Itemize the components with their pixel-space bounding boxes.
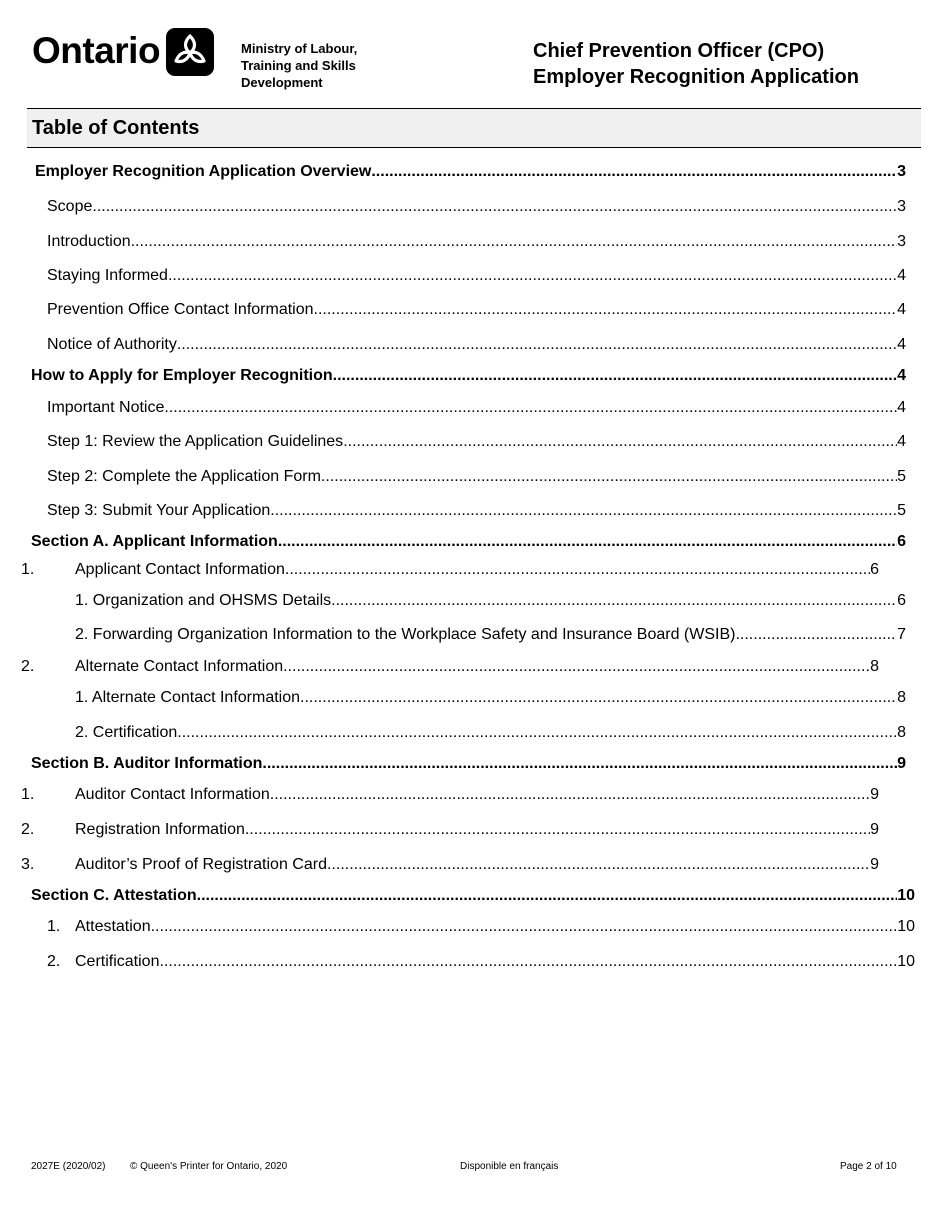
toc-entry-number: 1. — [21, 786, 35, 803]
toc-entry[interactable]: Auditor Contact Information ..... 9 — [75, 784, 879, 806]
copyright: © Queen's Printer for Ontario, 2020 — [130, 1161, 288, 1172]
toc-entry[interactable]: Introduction ..... 3 — [47, 231, 906, 253]
toc-entry[interactable]: Registration Information ..... 9 — [75, 819, 879, 841]
form-title-line: Employer Recognition Application — [533, 66, 859, 88]
toc-entry[interactable]: How to Apply for Employer Recognition ..... 4 — [31, 365, 906, 387]
toc-entry[interactable]: Scope ..... 3 — [47, 196, 906, 218]
toc-entry[interactable]: Alternate Contact Information ..... 8 — [75, 656, 879, 678]
toc-entry[interactable]: Prevention Office Contact Information ..... 4 — [47, 299, 906, 321]
ministry-line: Ministry of Labour, — [241, 41, 358, 56]
trillium-logo-icon — [166, 28, 214, 76]
toc-entry[interactable]: Section B. Auditor Information ..... 9 — [31, 753, 906, 775]
toc-entry-number: 2. — [47, 953, 61, 970]
toc-entry[interactable]: 1. Alternate Contact Information ..... 8 — [75, 687, 906, 709]
toc-entry[interactable]: Staying Informed ..... 4 — [47, 265, 906, 287]
toc-entry[interactable]: Attestation ..... 10 — [75, 916, 915, 938]
toc-heading: Table of Contents — [32, 117, 200, 139]
toc-entry[interactable]: 1. Organization and OHSMS Details ..... 6 — [75, 590, 906, 612]
ministry-line: Training and Skills — [241, 58, 356, 73]
toc-entry[interactable]: Important Notice ..... 4 — [47, 397, 906, 419]
ministry-name — [241, 40, 357, 91]
form-title-line: Chief Prevention Officer (CPO) — [533, 40, 825, 62]
toc-entry-number: 2. — [21, 821, 35, 838]
toc-entry[interactable]: Notice of Authority ..... 4 — [47, 334, 906, 356]
form-number: 2027E (2020/02) — [31, 1161, 106, 1172]
toc-entry-number: 3. — [21, 856, 35, 873]
form-title — [533, 38, 859, 90]
toc-entry-number: 1. — [21, 561, 35, 578]
toc-entry[interactable]: Certification ..... 10 — [75, 951, 915, 973]
ministry-line: Development — [241, 75, 323, 90]
toc-entry[interactable]: Step 2: Complete the Application Form ..... 5 — [47, 466, 906, 488]
toc-heading-bar — [27, 108, 921, 148]
ontario-logo-text: Ontario — [32, 30, 161, 71]
french-availability: Disponible en français — [460, 1161, 559, 1172]
toc-entry[interactable]: Section C. Attestation ..... 10 — [31, 885, 915, 907]
toc-entry[interactable]: Step 3: Submit Your Application ..... 5 — [47, 500, 906, 522]
toc-entry[interactable]: 2. Certification ..... 8 — [75, 722, 906, 744]
toc-entry-number: 1. — [47, 918, 61, 935]
toc-entry[interactable]: Employer Recognition Application Overview ..... 3 — [35, 161, 906, 183]
toc-entry[interactable]: Auditor’s Proof of Registration Card ..... 9 — [75, 854, 879, 876]
page-number: Page 2 of 10 — [840, 1161, 897, 1172]
toc-entry[interactable]: Step 1: Review the Application Guidelines ..... 4 — [47, 431, 906, 453]
toc-entry[interactable]: Applicant Contact Information ..... 6 — [75, 559, 879, 581]
toc-entry[interactable]: 2. Forwarding Organization Information to the Workplace Safety and Insurance Board (WSIB) ..... 7 — [75, 624, 906, 646]
toc-entry[interactable]: Section A. Applicant Information ..... 6 — [31, 531, 906, 553]
toc-entry-number: 2. — [21, 658, 35, 675]
